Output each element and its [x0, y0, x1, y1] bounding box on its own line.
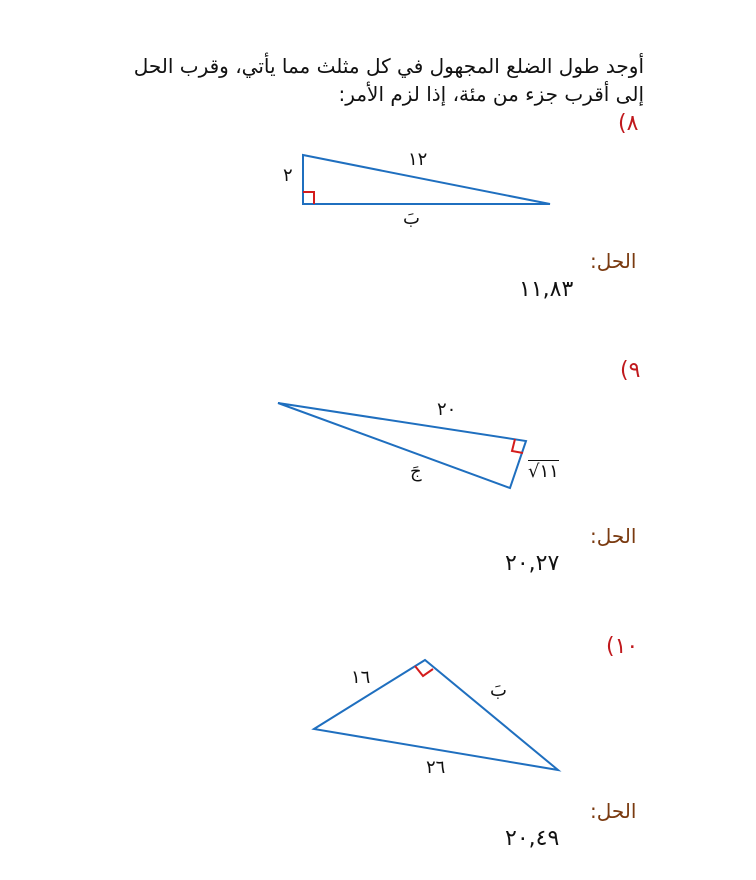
solution-label-10: الحل:	[590, 799, 637, 823]
triangle-9	[278, 403, 526, 488]
answer-8: ١١,٨٣	[519, 277, 574, 302]
instruction-line-1: أوجد طول الضلع المجهول في كل مثلث مما يأتي، وقرب الحل	[133, 54, 644, 78]
problem-number-9: ٩)	[620, 358, 641, 383]
label-8-vertical: ٢	[283, 165, 293, 186]
answer-9: ٢٠,٢٧	[505, 551, 560, 576]
triangle-9-shape	[278, 403, 526, 488]
label-10-left-leg: ١٦	[351, 667, 371, 688]
label-8-hypotenuse: ١٢	[408, 149, 428, 170]
label-8-base: بَ	[403, 208, 420, 229]
instruction-line-2: إلى أقرب جزء من مئة، إذا لزم الأمر:	[338, 82, 644, 106]
label-9-hypotenuse: جَ	[410, 461, 422, 482]
label-10-hypotenuse: ٢٦	[426, 757, 446, 778]
right-angle-mark-10	[415, 666, 433, 676]
problem-number-10: ١٠)	[606, 634, 639, 659]
label-10-right-leg: بَ	[490, 680, 507, 701]
solution-label-8: الحل:	[590, 249, 637, 273]
problem-number-8: ٨)	[618, 111, 639, 136]
label-9-long-leg: ٢٠	[437, 399, 457, 420]
solution-label-9: الحل:	[590, 524, 637, 548]
answer-10: ٢٠,٤٩	[505, 826, 560, 851]
right-angle-mark-8	[303, 192, 314, 204]
label-9-short-leg: √١١	[528, 461, 559, 482]
